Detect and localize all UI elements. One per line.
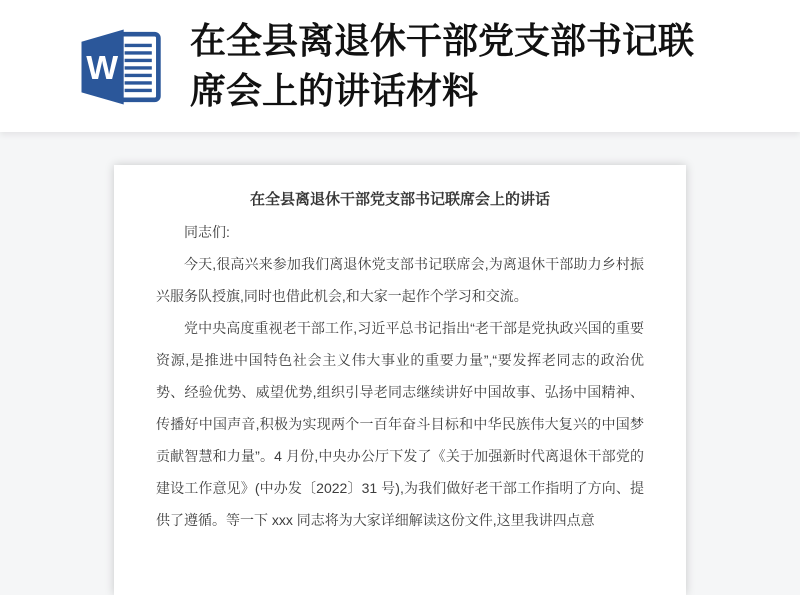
preview-area xyxy=(0,132,800,526)
word-icon-letter-w: W xyxy=(86,49,119,88)
page-title: 在全县离退休干部党支部书记联席会上的讲话材料 xyxy=(190,20,695,111)
document-paragraph: 今天,很高兴来参加我们离退休党支部书记联席会,为离退休干部助力乡村振兴服务队授旗,同时也借此机会,和大家一起作个学习和交流。 xyxy=(156,256,644,304)
document-title: 在全县离退休干部党支部书记联席会上的讲话 xyxy=(249,191,550,208)
document-page xyxy=(114,165,686,595)
word-icon-text-lines xyxy=(125,45,152,90)
word-icon xyxy=(74,22,164,112)
document-paragraph: 党中央高度重视老干部工作,习近平总书记指出“老干部是党执政兴国的重要资源,是推进中国特色社会主义伟大事业的重要力量”,“要发挥老同志的政治优势、经验优势、威望优势,组织引导老同志继续讲好中国故事、弘扬中国精神、传播好中国声音,积极为实现两个一百年奋斗目标和中华民族伟大复兴的中国梦贡献智慧和力量”。4 月份,中央办公厅下发了《关于加强新时代离退休干部党的建设工作意见》(中办发〔2022〕31 号),为我们做好老干部工作指明了方向、提供了遵循。等一下 xxx 同志将为大家详细解读这份文件,这里我讲四点意 xyxy=(156,320,644,528)
document-paragraph-greeting: 同志们: xyxy=(184,224,230,240)
document-header xyxy=(0,0,800,132)
